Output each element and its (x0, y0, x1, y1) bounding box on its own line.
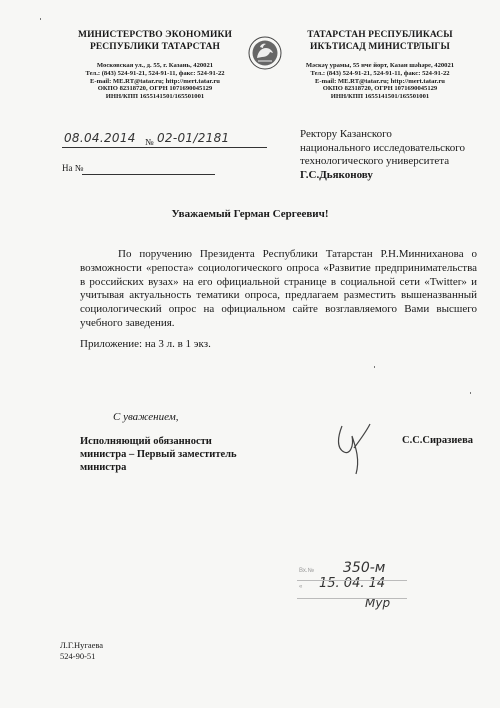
executor (60, 640, 103, 662)
reference-line (82, 174, 215, 175)
number-label: № (145, 137, 154, 147)
incoming-date: 15. 04. 14 (319, 576, 386, 591)
incoming-signature: Мур (365, 596, 391, 610)
signatory-position: Исполняющий обязанности министра – Первый заместитель министра (80, 436, 237, 473)
greeting: Уважаемый Герман Сергеевич! (171, 208, 329, 220)
handwritten-signature (330, 418, 380, 478)
ministry-name-tt: ТАТАРСТАН РЕСПУБЛИКАСЫ ИКЪТИСАД МИНИСТРЛЫГЫ (307, 30, 453, 52)
attachment-note: Приложение: на 3 л. в 1 экз. (80, 338, 211, 350)
ministry-name-ru: МИНИСТЕРСТВО ЭКОНОМИКИ РЕСПУБЛИКИ ТАТАРСТАН (78, 30, 232, 52)
header-left (55, 30, 255, 101)
tatarstan-emblem-icon (248, 36, 282, 70)
ministry-contacts-ru: Московская ул., д. 55, г. Казань, 420021 Тел.: (843) 524-91-21, 524-91-11, факс: 524-91-22 E-mail: ME.RT@tatar.ru; http://mert.tatar.ru ОКПО 82318720, ОГРН 1071690045129 ИНН/КПП 1655141501/165501001 (85, 62, 225, 101)
addressee-name: Г.С.Дьяконову (300, 168, 373, 181)
closing: С уважением, (113, 411, 179, 423)
executor-name: Л.Г.Нугаева (60, 640, 104, 650)
reference-label: На № (62, 163, 84, 173)
registration-block (62, 133, 272, 163)
incoming-number: 350-м (343, 560, 386, 576)
outgoing-number: 02-01/2181 (157, 131, 230, 145)
registration-line (62, 147, 267, 148)
ministry-contacts-tt: Мәскәү урамы, 55 нче йорт, Казан шәһәре, 420021 Тел.: (843) 524-91-21, 524-91-11, факс: 524-91-22 E-mail: ME.RT@tatar.ru; http://mert.tatar.ru ОКПО 82318720, ОГРН 1071690045129 ИНН/КПП 1655141501/165501001 (305, 62, 455, 101)
header-right (285, 30, 475, 101)
body-text: По поручению Президента Республики Татарстан Р.Н.Минниханова о возможности «репоста» социологического опроса «Развитие предпринимательства в российских вузах» на его официальной странице в социальной сети «Twitter» и учитывая актуальность тематики опроса, предлагаем разместить вышеназванный социологический опрос на официальном сайте возглавляемого Вами высшего учебного заведения. (80, 248, 477, 329)
outgoing-date: 08.04.2014 (64, 131, 136, 145)
executor-phone: 524-90-51 (60, 651, 96, 661)
addressee: Ректору Казанского национального исследовательского технологического университета Г.С.Дьяконову (300, 128, 490, 182)
incoming-stamp: Вх.№ « 350-м 15. 04. 14 Мур (295, 560, 413, 620)
signatory-name: С.С.Сиразиева (402, 435, 473, 446)
